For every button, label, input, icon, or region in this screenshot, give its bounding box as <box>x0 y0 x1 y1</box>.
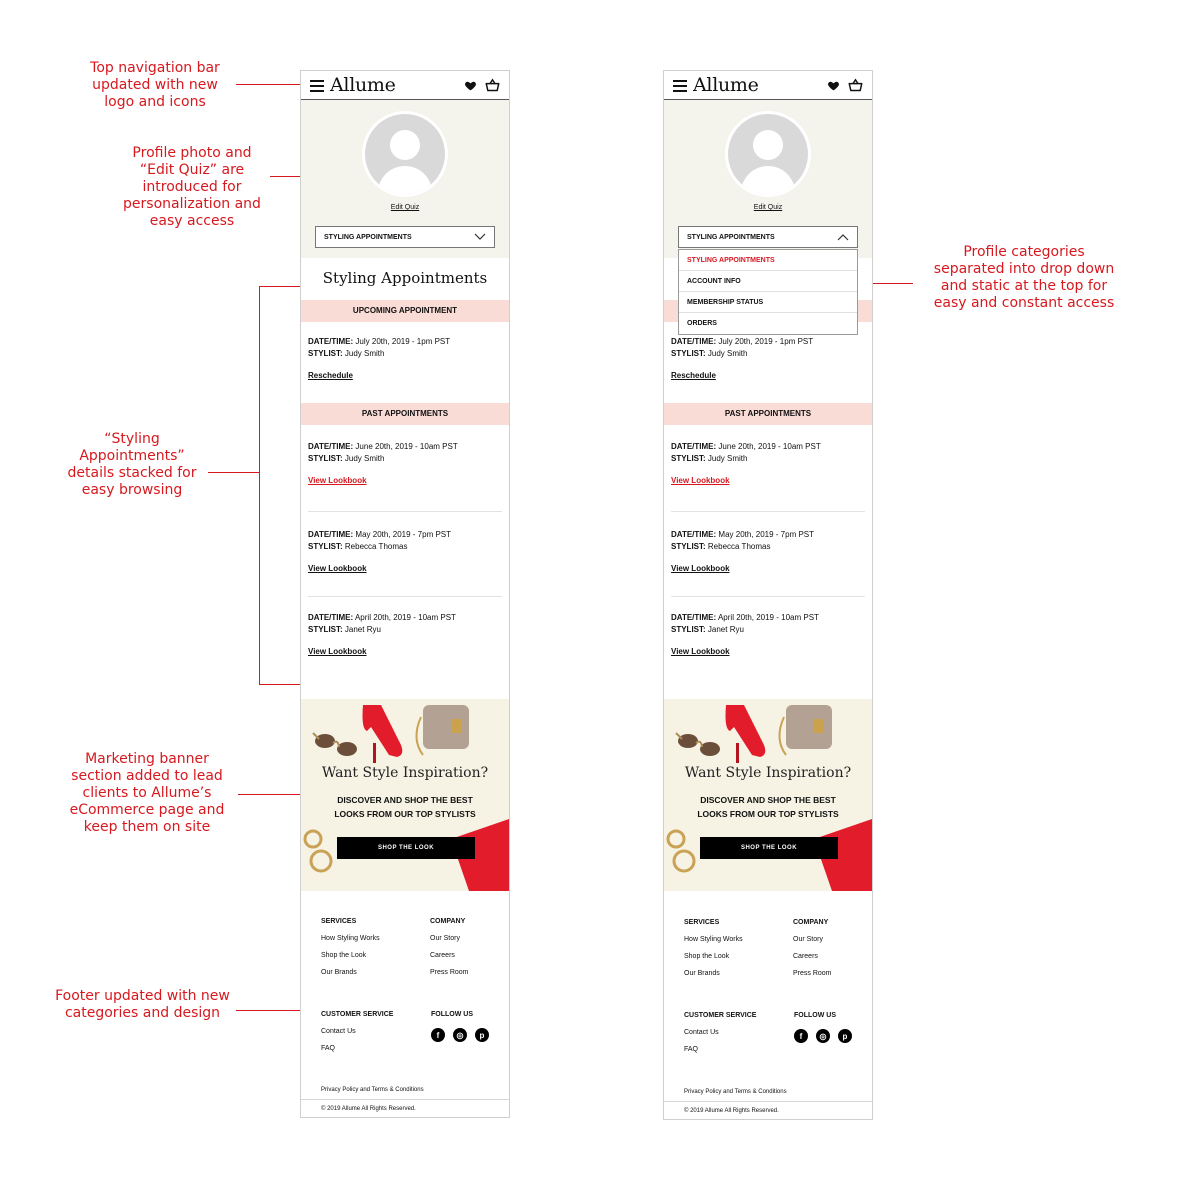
appointment-datetime: May 20th, 2019 - 7pm PST <box>718 530 815 539</box>
instagram-icon[interactable]: ◎ <box>453 1028 467 1042</box>
footer-heading: CUSTOMER SERVICE <box>321 1011 394 1018</box>
appointment-datetime: July 20th, 2019 - 1pm PST <box>355 337 451 346</box>
footer-link[interactable]: How Styling Works <box>321 935 380 942</box>
footer-heading: FOLLOW US <box>794 1012 836 1019</box>
banner-subtitle-line: DISCOVER AND SHOP THE BEST <box>700 795 836 805</box>
footer-link[interactable]: Careers <box>793 953 818 960</box>
stylist-label: STYLIST: <box>308 454 343 463</box>
list-item <box>664 512 872 596</box>
footer-link[interactable]: Our Story <box>430 935 460 942</box>
stylist-label: STYLIST: <box>308 542 343 551</box>
stylist-label: STYLIST: <box>308 625 343 634</box>
basket-icon[interactable] <box>485 78 500 93</box>
past-appointments-header: PAST APPOINTMENTS <box>664 403 872 425</box>
appointment-stylist: Judy Smith <box>707 454 748 463</box>
banner-title: Want Style Inspiration? <box>684 765 852 781</box>
view-lookbook-link[interactable]: View Lookbook <box>308 647 367 656</box>
annotation-bracket <box>259 286 260 684</box>
footer-heading: COMPANY <box>793 919 829 926</box>
footer-services <box>684 919 743 987</box>
stylist-label: STYLIST: <box>671 454 706 463</box>
facebook-icon[interactable]: f <box>794 1029 808 1043</box>
appointment-stylist: Judy Smith <box>707 349 748 358</box>
appointment-datetime: June 20th, 2019 - 10am PST <box>355 442 458 451</box>
facebook-icon[interactable]: f <box>431 1028 445 1042</box>
marketing-banner <box>664 699 872 891</box>
list-item <box>664 425 872 511</box>
stylist-label: STYLIST: <box>308 349 343 358</box>
top-navigation-bar <box>301 71 509 100</box>
appointment-stylist: Rebecca Thomas <box>344 542 408 551</box>
annotation-appointments: “Styling Appointments” details stacked for easy browsing <box>67 431 197 498</box>
page-title: Styling Appointments <box>322 269 488 287</box>
footer-link[interactable]: Press Room <box>430 969 469 976</box>
footer-link[interactable]: Contact Us <box>321 1028 356 1035</box>
appointment-stylist: Judy Smith <box>344 454 385 463</box>
banner-subtitle <box>664 793 872 821</box>
appointment-datetime: July 20th, 2019 - 1pm PST <box>718 337 814 346</box>
person-icon <box>365 114 445 194</box>
banner-subtitle-line: LOOKS FROM OUR TOP STYLISTS <box>697 809 839 819</box>
edit-quiz-link[interactable]: Edit Quiz <box>390 204 420 211</box>
pinterest-icon[interactable]: p <box>838 1029 852 1043</box>
appointment-stylist: Janet Ryu <box>707 625 744 634</box>
legal-links[interactable]: Privacy Policy and Terms & Conditions <box>321 1087 424 1093</box>
hamburger-menu-icon[interactable] <box>310 80 324 91</box>
stylist-label: STYLIST: <box>671 349 706 358</box>
annotation-line <box>238 794 306 795</box>
footer-link[interactable]: FAQ <box>684 1046 699 1053</box>
footer-follow-us <box>431 1011 489 1052</box>
appointment-datetime: May 20th, 2019 - 7pm PST <box>355 530 452 539</box>
footer-link[interactable]: Our Brands <box>684 970 720 977</box>
hamburger-menu-icon[interactable] <box>673 80 687 91</box>
footer-link[interactable]: Press Room <box>793 970 832 977</box>
datetime-label: DATE/TIME: <box>308 613 354 622</box>
avatar[interactable] <box>728 114 808 194</box>
annotation-line <box>236 1010 304 1011</box>
footer-heading: COMPANY <box>430 918 466 925</box>
reschedule-link[interactable]: Reschedule <box>308 371 353 380</box>
footer-link[interactable]: Shop the Look <box>684 953 730 960</box>
annotation-dropdown: Profile categories separated into drop down and static at the top for easy and constant access <box>933 244 1115 311</box>
appointment-datetime: June 20th, 2019 - 10am PST <box>718 442 821 451</box>
view-lookbook-link[interactable]: View Lookbook <box>308 564 367 573</box>
copyright: © 2019 Allume All Rights Reserved. <box>321 1106 416 1112</box>
upcoming-appointment <box>301 322 509 403</box>
stylist-label: STYLIST: <box>671 542 706 551</box>
view-lookbook-link[interactable]: View Lookbook <box>308 476 367 485</box>
datetime-label: DATE/TIME: <box>308 530 354 539</box>
heart-icon[interactable] <box>827 79 840 92</box>
annotation-line <box>236 84 304 85</box>
annotation-banner: Marketing banner section added to lead clients to Allume’s eCommerce page and keep them on site <box>69 751 225 835</box>
stylist-label: STYLIST: <box>671 625 706 634</box>
footer-link[interactable]: FAQ <box>321 1045 336 1052</box>
annotation-nav: Top navigation bar updated with new logo and icons <box>90 60 220 110</box>
footer-company <box>430 918 469 986</box>
upcoming-appointment-header: UPCOMING APPOINTMENT <box>301 300 509 322</box>
appointment-datetime: April 20th, 2019 - 10am PST <box>717 613 819 622</box>
view-lookbook-link[interactable]: View Lookbook <box>671 476 730 485</box>
annotation-footer: Footer updated with new categories and design <box>55 988 230 1021</box>
datetime-label: DATE/TIME: <box>671 613 717 622</box>
appointment-stylist: Rebecca Thomas <box>707 542 771 551</box>
list-item <box>301 425 509 511</box>
chevron-down-icon <box>474 233 486 241</box>
banner-subtitle-line: DISCOVER AND SHOP THE BEST <box>337 795 473 805</box>
allume-logo[interactable]: Allume <box>693 74 759 96</box>
footer-heading: FOLLOW US <box>431 1011 473 1018</box>
phone-mockup-default <box>300 70 510 1118</box>
profile-category-dropdown[interactable] <box>315 226 495 248</box>
datetime-label: DATE/TIME: <box>671 337 717 346</box>
datetime-label: DATE/TIME: <box>671 530 717 539</box>
footer-heading: SERVICES <box>684 919 720 926</box>
annotation-line <box>208 472 260 473</box>
allume-logo[interactable]: Allume <box>330 74 396 96</box>
edit-quiz-link[interactable]: Edit Quiz <box>753 204 783 211</box>
profile-section <box>664 100 872 258</box>
menu-item-membership-status[interactable]: MEMBERSHIP STATUS <box>679 292 857 313</box>
profile-category-menu <box>678 249 858 335</box>
instagram-icon[interactable]: ◎ <box>816 1029 830 1043</box>
list-item <box>301 597 509 681</box>
shop-the-look-button[interactable]: SHOP THE LOOK <box>700 837 838 859</box>
footer-heading: SERVICES <box>321 918 357 925</box>
datetime-label: DATE/TIME: <box>308 442 354 451</box>
footer-link[interactable]: Contact Us <box>684 1029 719 1036</box>
view-lookbook-link[interactable]: View Lookbook <box>671 647 730 656</box>
heart-icon[interactable] <box>464 79 477 92</box>
marketing-banner <box>301 699 509 891</box>
footer-link[interactable]: Our Story <box>793 936 823 943</box>
annotation-profile: Profile photo and “Edit Quiz” are introduced for personalization and easy access <box>123 145 261 229</box>
reschedule-link[interactable]: Reschedule <box>671 371 716 380</box>
menu-item-orders[interactable]: ORDERS <box>687 320 717 327</box>
footer-services <box>321 918 380 986</box>
appointment-datetime: April 20th, 2019 - 10am PST <box>354 613 456 622</box>
menu-item-styling-appointments[interactable]: STYLING APPOINTMENTS <box>679 250 857 271</box>
view-lookbook-link[interactable]: View Lookbook <box>671 564 730 573</box>
menu-item-account-info[interactable]: ACCOUNT INFO <box>679 271 857 292</box>
shop-the-look-button[interactable]: SHOP THE LOOK <box>337 837 475 859</box>
footer-heading: CUSTOMER SERVICE <box>684 1012 757 1019</box>
profile-category-dropdown[interactable] <box>678 226 858 248</box>
banner-subtitle-line: LOOKS FROM OUR TOP STYLISTS <box>334 809 476 819</box>
chevron-up-icon <box>837 233 849 241</box>
dropdown-selected-label: STYLING APPOINTMENTS <box>687 233 775 241</box>
list-item <box>664 597 872 681</box>
dropdown-selected-label: STYLING APPOINTMENTS <box>324 233 412 241</box>
footer-link[interactable]: Careers <box>430 952 455 959</box>
footer-link[interactable]: Our Brands <box>321 969 357 976</box>
copyright: © 2019 Allume All Rights Reserved. <box>684 1108 779 1114</box>
footer <box>301 891 509 1118</box>
avatar[interactable] <box>365 114 445 194</box>
footer-company <box>793 919 832 987</box>
footer-link[interactable]: Shop the Look <box>321 952 367 959</box>
footer-customer-service <box>321 1011 393 1062</box>
legal-links[interactable]: Privacy Policy and Terms & Conditions <box>684 1089 787 1095</box>
footer-link[interactable]: How Styling Works <box>684 936 743 943</box>
footer <box>664 891 872 1120</box>
appointment-stylist: Janet Ryu <box>344 625 381 634</box>
past-appointments-header: PAST APPOINTMENTS <box>301 403 509 425</box>
pinterest-icon[interactable]: p <box>475 1028 489 1042</box>
banner-title: Want Style Inspiration? <box>321 765 489 781</box>
basket-icon[interactable] <box>848 78 863 93</box>
top-navigation-bar <box>664 71 872 100</box>
footer-customer-service <box>684 1012 756 1063</box>
person-icon <box>728 114 808 194</box>
divider <box>301 1099 509 1100</box>
footer-follow-us <box>794 1012 852 1053</box>
datetime-label: DATE/TIME: <box>308 337 354 346</box>
phone-mockup-dropdown-open <box>663 70 873 1120</box>
divider <box>664 1101 872 1102</box>
appointment-stylist: Judy Smith <box>344 349 385 358</box>
banner-subtitle <box>301 793 509 821</box>
datetime-label: DATE/TIME: <box>671 442 717 451</box>
profile-section <box>301 100 509 258</box>
list-item <box>301 512 509 596</box>
